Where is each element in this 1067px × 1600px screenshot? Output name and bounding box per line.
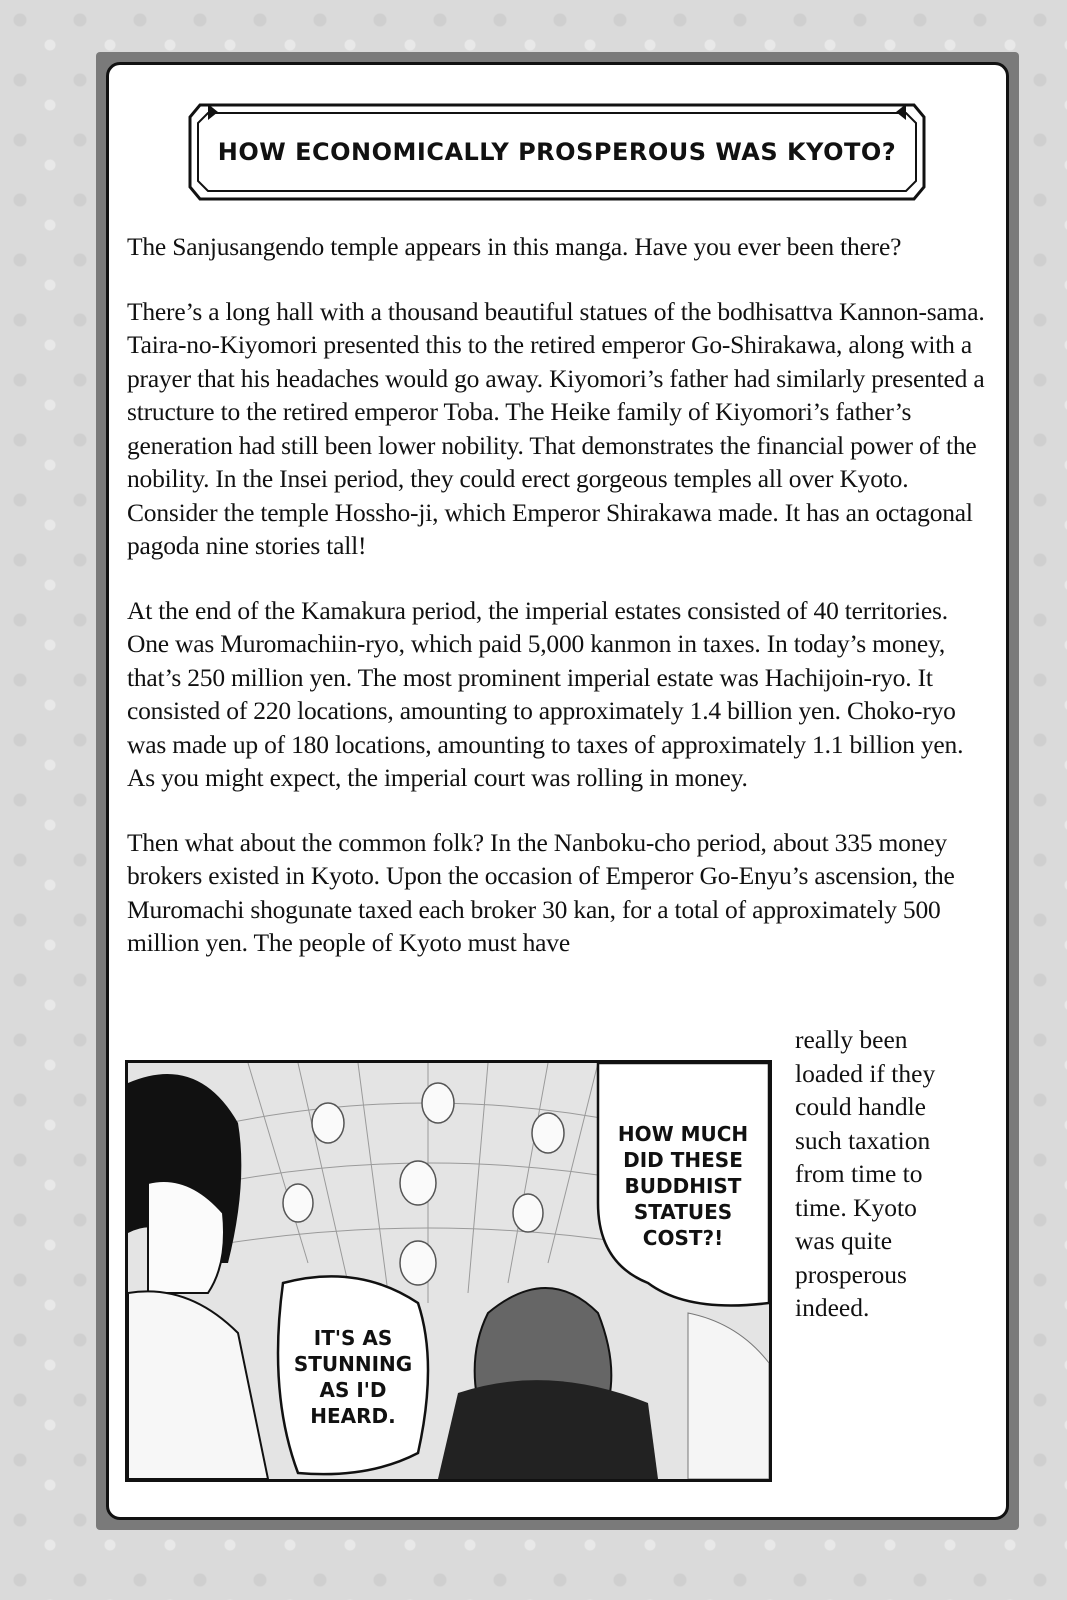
side-line: really been [795, 1025, 908, 1054]
bubble-line: STATUES [633, 1200, 733, 1224]
bubble-line: BUDDHIST [624, 1174, 742, 1198]
bubble-line: COST?! [642, 1226, 724, 1250]
page-title: HOW ECONOMICALLY PROSPEROUS WAS KYOTO? [217, 138, 897, 166]
side-column-text [795, 1023, 970, 1325]
side-line: was quite [795, 1226, 893, 1255]
speech-bubble-right [608, 1121, 758, 1251]
bubble-line: STUNNING [293, 1352, 413, 1376]
side-line: could handle [795, 1092, 926, 1121]
manga-panel [125, 1060, 772, 1482]
bubble-line: HEARD. [310, 1404, 396, 1428]
bubble-line: DID THESE [623, 1148, 743, 1172]
side-line: indeed. [795, 1293, 870, 1322]
article-body [127, 230, 987, 991]
side-line: time. Kyoto [795, 1192, 917, 1222]
title-plate [188, 103, 926, 201]
side-line: such taxation [795, 1125, 931, 1155]
bubble-line: HOW MUCH [617, 1122, 749, 1146]
side-line: prosperous [795, 1259, 907, 1289]
paragraph-2: There’s a long hall with a thousand beautiful statues of the bodhisattva Kannon-sama. Taira-no-Kiyomori presented this to the retired emperor Go-Shirakawa, along with a prayer that his headaches would go away. Kiyomori’s father had similarly presented a structure to the retired emperor Toba. The Heike family of Kiyomori’s father’s generation had still been lower nobility. That demonstrates the financial power of the nobility. In the Insei period, they could erect gorgeous temples all over Kyoto. Consider the temple Hossho-ji, which Emperor Shirakawa made. It has an octagonal pagoda nine stories tall! [127, 296, 985, 560]
paragraph-4: Then what about the common folk? In the Nanboku-cho period, about 335 money brokers existed in Kyoto. Upon the occasion of Emperor Go-Enyu’s ascension, the Muromachi shogunate taxed each broker 30 kan, for a total of approximately 500 million yen. The people of Kyoto must have [127, 827, 955, 957]
bubble-line: AS I'D [319, 1378, 387, 1402]
speech-bubble-left [288, 1325, 418, 1429]
side-line: from time to [795, 1159, 923, 1188]
bubble-line: IT'S AS [313, 1326, 393, 1350]
side-line: loaded if they [795, 1058, 936, 1088]
paragraph-1: The Sanjusangendo temple appears in this manga. Have you ever been there? [127, 232, 902, 261]
paragraph-3: At the end of the Kamakura period, the imperial estates consisted of 40 territories. One was Muromachiin-ryo, which paid 5,000 kanmon in taxes. In today’s money, that’s 250 million yen. The most prominent imperial estate was Hachijoin-ryo. It consisted of 220 locations, amounting to approximately 1.4 billion yen. Choko-ryo was made up of 180 locations, amounting to taxes of approximately 1.1 billion yen. As you might expect, the imperial court was rolling in money. [127, 595, 964, 792]
